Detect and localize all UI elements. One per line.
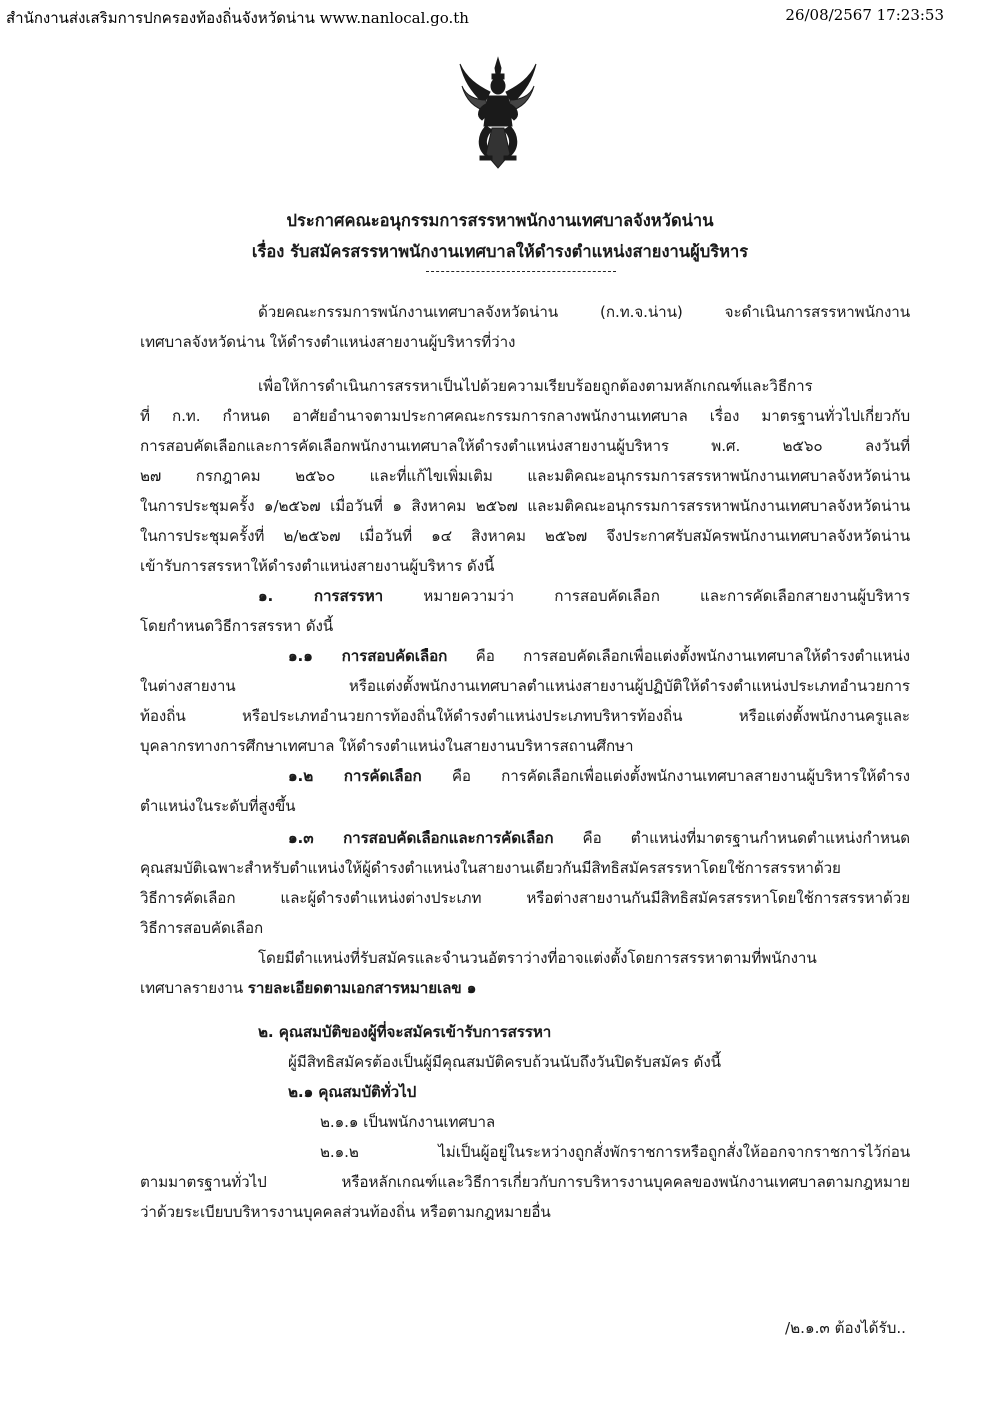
print-datetime: 26/08/2567 17:23:53 bbox=[785, 6, 944, 24]
paragraph-line: บุคลากรทางการศึกษาเทศบาล ให้ดำรงตำแหน่งในสายงานบริหารสถานศึกษา bbox=[140, 737, 634, 755]
section-1-2-line: ๑.๒ การคัดเลือก คือ การคัดเลือกเพื่อแต่งตั้งพนักงานเทศบาลสายงานผู้บริหารให้ดำรง bbox=[288, 767, 910, 785]
paragraph-line: เทศบาลรายงาน รายละเอียดตามเอกสารหมายเลข ๑ bbox=[140, 979, 477, 997]
paragraph-line: เข้ารับการสรรหาให้ดำรงตำแหน่งสายงานผู้บริหาร ดังนี้ bbox=[140, 557, 495, 575]
paragraph-line: วิธีการคัดเลือก และผู้ดำรงตำแหน่งต่างประเภท หรือต่างสายงานกันมีสิทธิสมัครสรรหาโดยใช้การสรรหาด้วย bbox=[140, 889, 910, 907]
paragraph-line: ๒๗ กรกฎาคม ๒๕๖๐ และที่แก้ไขเพิ่มเติม และมติคณะอนุกรรมการสรรหาพนักงานเทศบาลจังหวัดน่าน bbox=[140, 467, 910, 485]
paragraph-line: วิธีการสอบคัดเลือก bbox=[140, 919, 264, 937]
attachment-reference: รายละเอียดตามเอกสารหมายเลข ๑ bbox=[247, 979, 477, 997]
section-1-heading: ๑. การสรรหา bbox=[258, 587, 384, 605]
paragraph-line: ในการประชุมครั้ง ๑/๒๕๖๗ เมื่อวันที่ ๑ สิงหาคม ๒๕๖๗ และมติคณะอนุกรรมการสรรหาพนักงานเทศบาลจังหวัดน่าน bbox=[140, 497, 910, 515]
paragraph-line: ๒.๑.๒ ไม่เป็นผู้อยู่ในระหว่างถูกสั่งพักราชการหรือถูกสั่งให้ออกจากราชการไว้ก่อน bbox=[320, 1143, 910, 1161]
paragraph-line: เทศบาลจังหวัดน่าน ให้ดำรงตำแหน่งสายงานผู้บริหารที่ว่าง bbox=[140, 333, 516, 351]
section-1-3-line: ๑.๓ การสอบคัดเลือกและการคัดเลือก คือ ตำแหน่งที่มาตรฐานกำหนดตำแหน่งกำหนด bbox=[288, 829, 910, 847]
title-divider bbox=[426, 271, 616, 272]
section-1-1-line: ๑.๑ การสอบคัดเลือก คือ การสอบคัดเลือกเพื่อแต่งตั้งพนักงานเทศบาลให้ดำรงตำแหน่ง bbox=[288, 647, 910, 665]
paragraph-line: ผู้มีสิทธิสมัครต้องเป็นผู้มีคุณสมบัติครบถ้วนนับถึงวันปิดรับสมัคร ดังนี้ bbox=[288, 1053, 721, 1071]
paragraph-line: เพื่อให้การดำเนินการสรรหาเป็นไปด้วยความเรียบร้อยถูกต้องตามหลักเกณฑ์และวิธีการ bbox=[258, 377, 813, 395]
section-2-1-heading: ๒.๑ คุณสมบัติทั่วไป bbox=[288, 1083, 417, 1101]
garuda-emblem-icon bbox=[456, 56, 540, 176]
section-1-1-heading: ๑.๑ การสอบคัดเลือก bbox=[288, 647, 448, 665]
paragraph-line: โดยมีตำแหน่งที่รับสมัครและจำนวนอัตราว่างที่อาจแต่งตั้งโดยการสรรหาตามที่พนักงาน bbox=[258, 949, 817, 967]
section-2-heading: ๒. คุณสมบัติของผู้ที่จะสมัครเข้ารับการสรรหา bbox=[258, 1023, 552, 1041]
announcement-title: ประกาศคณะอนุกรรมการสรรหาพนักงานเทศบาลจังหวัดน่าน bbox=[286, 211, 714, 230]
paragraph-line: ว่าด้วยระเบียบบริหารงานบุคคลส่วนท้องถิ่น หรือตามกฎหมายอื่น bbox=[140, 1203, 551, 1221]
paragraph-line: คุณสมบัติเฉพาะสำหรับตำแหน่งให้ผู้ดำรงตำแหน่งในสายงานเดียวกันมีสิทธิสมัครสรรหาโดยใช้การสรรหาด้วย bbox=[140, 859, 841, 877]
page-header bbox=[6, 6, 944, 30]
source-text: สำนักงานส่งเสริมการปกครองท้องถิ่นจังหวัดน่าน www.nanlocal.go.th bbox=[6, 9, 469, 27]
paragraph-line: ตำแหน่งในระดับที่สูงขึ้น bbox=[140, 797, 296, 815]
section-1-2-heading: ๑.๒ การคัดเลือก bbox=[288, 767, 422, 785]
paragraph-line: ในการประชุมครั้งที่ ๒/๒๕๖๗ เมื่อวันที่ ๑๔ สิงหาคม ๒๕๖๗ จึงประกาศรับสมัครพนักงานเทศบาลจังหวัดน่าน bbox=[140, 527, 910, 545]
paragraph-line: โดยกำหนดวิธีการสรรหา ดังนี้ bbox=[140, 617, 334, 635]
paragraph-line: ๒.๑.๑ เป็นพนักงานเทศบาล bbox=[320, 1113, 496, 1131]
paragraph-line: การสอบคัดเลือกและการคัดเลือกพนักงานเทศบาลให้ดำรงตำแหน่งสายงานผู้บริหาร พ.ศ. ๒๕๖๐ ลงวันที่ bbox=[140, 437, 910, 455]
paragraph-line: ท้องถิ่น หรือประเภทอำนวยการท้องถิ่นให้ดำรงตำแหน่งประเภทบริหารท้องถิ่น หรือแต่งตั้งพนักงานครูและ bbox=[140, 707, 910, 725]
paragraph-line: ตามมาตรฐานทั่วไป หรือหลักเกณฑ์และวิธีการเกี่ยวกับการบริหารงานบุคคลของพนักงานเทศบาลตามกฎหมาย bbox=[140, 1173, 910, 1191]
section-1-3-heading: ๑.๓ การสอบคัดเลือกและการคัดเลือก bbox=[288, 829, 554, 847]
continuation-note: /๒.๑.๓ ต้องได้รับ.. bbox=[785, 1319, 906, 1337]
paragraph-line: ด้วยคณะกรรมการพนักงานเทศบาลจังหวัดน่าน (ก.ท.จ.น่าน) จะดำเนินการสรรหาพนักงาน bbox=[258, 303, 910, 321]
paragraph-line: ในต่างสายงาน หรือแต่งตั้งพนักงานเทศบาลตำแหน่งสายงานผู้ปฏิบัติให้ดำรงตำแหน่งประเภทอำนวยการ bbox=[140, 677, 910, 695]
announcement-subject: เรื่อง รับสมัครสรรหาพนักงานเทศบาลให้ดำรงตำแหน่งสายงานผู้บริหาร bbox=[251, 242, 749, 261]
section-1-line: ๑. การสรรหา หมายความว่า การสอบคัดเลือก และการคัดเลือกสายงานผู้บริหาร bbox=[258, 587, 910, 605]
paragraph-line: ที่ ก.ท. กำหนด อาศัยอำนาจตามประกาศคณะกรรมการกลางพนักงานเทศบาล เรื่อง มาตรฐานทั่วไปเกี่ยวกับ bbox=[140, 407, 910, 425]
